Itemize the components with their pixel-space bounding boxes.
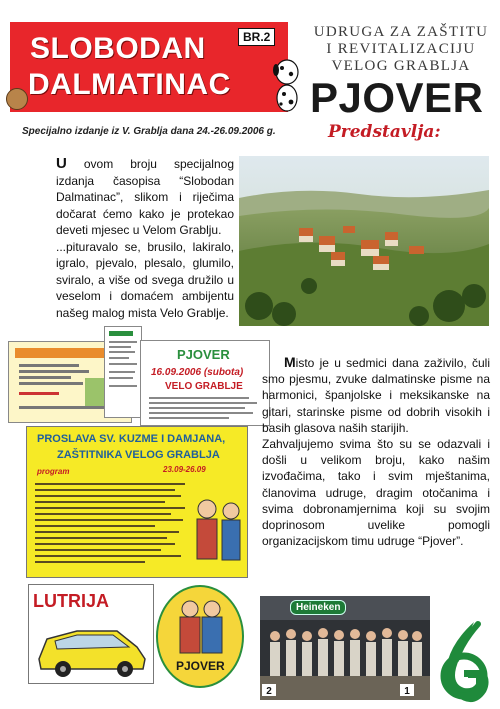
association-line2: I REVITALIZACIJU [326,41,476,57]
lottery-car-icon [33,617,149,679]
dog-mascot-icon [6,88,28,110]
team-photo-number-2: 2 [266,686,272,697]
poster-event-date: 16.09.2006 (subota) [151,367,244,378]
intro-paragraph-1 [56,156,234,239]
poster-lottery-title: LUTRIJA [33,591,109,611]
pjover-badge [156,585,244,688]
association-name [312,24,490,75]
intro-paragraph-2: ...pituravalo se, brusilo, lakiralo, igralo, pjevalo, plesalo, glumilo, sviralo, a više od svega družilo u veselom i domaćem ambijentu našeg malog mista Velo Grablje. [56,239,234,320]
badge-label: PJOVER [176,659,225,673]
intro-p1-text: ovom broju specijalnog izdanja časopisa “Slobodan Dalmatinac”, slikom i riječima dočarat ćemo kako je protekao deveti mjesec u Velom Grablju. [56,157,234,237]
poster-flyer [104,326,142,418]
intro-text [56,156,234,321]
pjover-g-logo [434,620,492,704]
masthead-title-line1: SLOBODAN [30,32,206,65]
body-text [262,354,490,549]
poster-event-brand: PJOVER [177,347,230,362]
heineken-banner: Heineken [290,600,346,615]
intro-dropcap: U [56,155,67,172]
association-line1: UDRUGA ZA ZAŠTITU [313,24,489,40]
pjover-title: PJOVER [310,74,484,121]
body-dropcap: M [284,354,296,370]
poster-celebration-art [35,479,243,575]
poster-celebration-title1: PROSLAVA SV. KUZME I DAMJANA, [37,433,226,445]
presents-label: Predstavlja: [328,122,441,142]
poster-event-place: VELO GRABLJE [165,381,243,392]
body-p1-text: isto je u sedmici dana zaživilo, čuli smo pjesmu, zvuke dalmatinske pisme na harmonici, španjolske i meksikanske na gitari, starinske pisme od dobrih visokih i basih glasova naših starijih. [262,356,490,435]
poster-celebration [26,426,248,578]
team-photo-number-1: 1 [404,686,410,697]
poster-event [140,340,270,426]
poster-celebration-dates: 23.09-26.09 [163,465,206,474]
poster-lottery [28,584,154,684]
edition-subtitle: Specijalno izdanje iz V. Grablja dana 24.-26.09.2006 g. [22,126,276,137]
body-paragraph-1 [262,354,490,436]
poster-event-lines [149,395,261,423]
body-paragraph-2: Zahvaljujemo svima što su se odazvali i došli u velikom broju, kako našim izvođačima, tako i svim mještanima, članovima udruge, dragim otočanima i svima dobronamjernima koji su svojim doprinosom uvelike pomogli organizacijskom timu udruge “Pjover”. [262,437,490,549]
masthead-title-line2: DALMATINAC [28,68,231,101]
poster-flyer-art [105,327,141,417]
masthead-banner [10,22,288,112]
issue-number: BR.2 [238,28,275,46]
poster-celebration-title2: ZAŠTITNIKA VELOG GRABLJA [57,449,220,461]
village-landscape-photo [239,156,489,326]
dalmatian-dog-icon [272,58,302,112]
saints-figures-icon [172,599,230,655]
association-line3: VELOG GRABLJA [331,58,471,74]
poster-celebration-program: program [37,467,70,476]
